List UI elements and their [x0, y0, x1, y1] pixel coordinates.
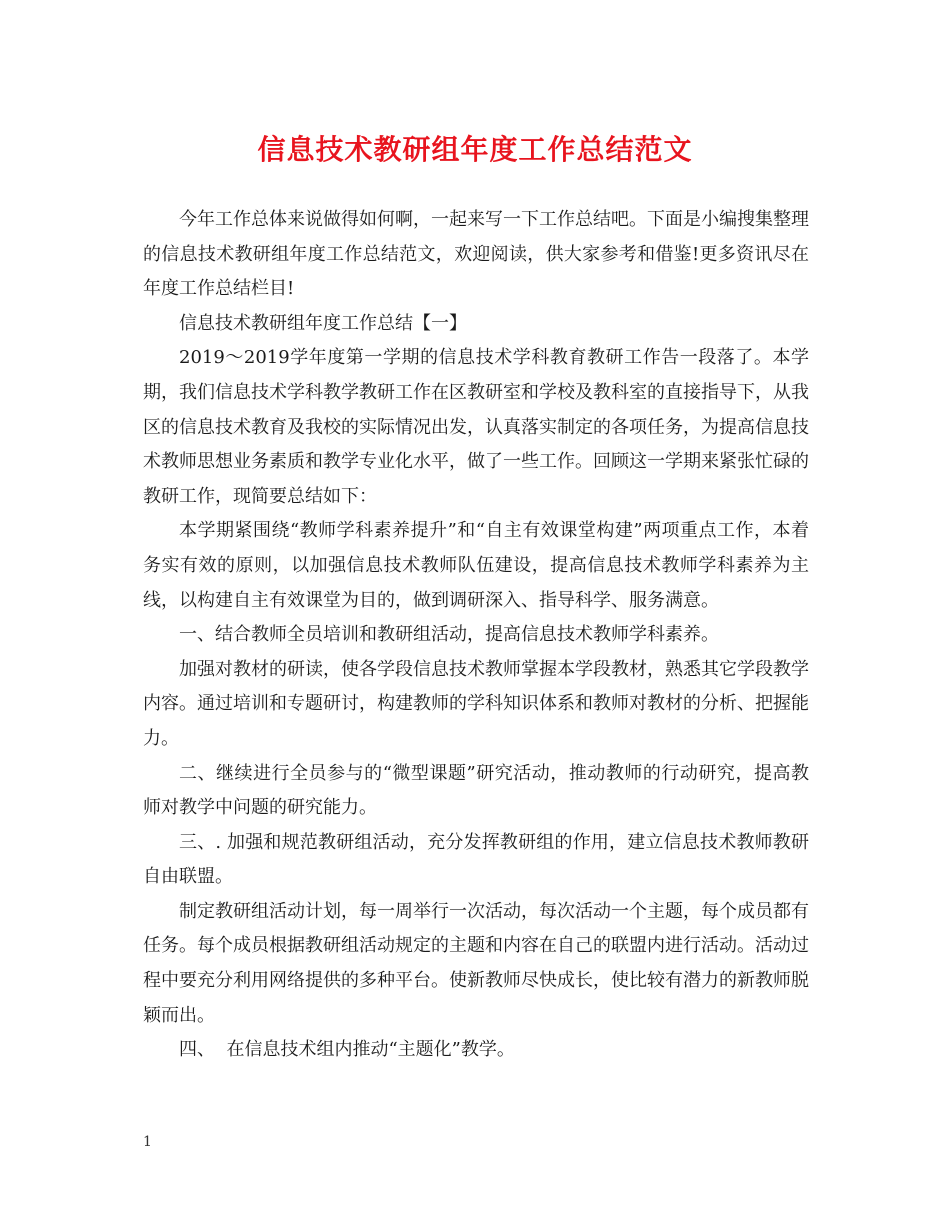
- paragraph: 制定教研组活动计划，每一周举行一次活动，每次活动一个主题，每个成员都有任务。每个成员根据教研组活动规定的主题和内容在自己的联盟内进行活动。活动过程中要充分利用网络提供的多种平台。使新教师尽快成长，使比较有潜力的新教师脱颖而出。: [143, 900, 809, 1026]
- document-title: 信息技术教研组年度工作总结范文: [257, 133, 693, 166]
- paragraph: 二、继续进行全员参与的“微型课题”研究活动，推动教师的行动研究，提高教师对教学中问题的研究能力。: [143, 762, 809, 819]
- paragraph: 2019～2019学年度第一学期的信息技术学科教育教研工作告一段落了。本学期，我们信息技术学科教学教研工作在区教研室和学校及教科室的直接指导下，从我区的信息技术教育及我校的实际情况出发，认真落实制定的各项任务，为提高信息技术教师思想业务素质和教学专业化水平，做了一些工作。回顾这一学期来紧张忙碌的教研工作，现简要总结如下：: [143, 347, 809, 507]
- document-body: [143, 203, 809, 1068]
- section-heading: 信息技术教研组年度工作总结【一】: [179, 312, 467, 334]
- paragraph: 四、 在信息技术组内推动“主题化”教学。: [179, 1039, 515, 1061]
- paragraph: 三、. 加强和规范教研组活动，充分发挥教研组的作用，建立信息技术教师教研自由联盟。: [143, 831, 809, 888]
- paragraph: 加强对教材的研读，使各学段信息技术教师掌握本学段教材，熟悉其它学段教学内容。通过培训和专题研讨，构建教师的学科知识体系和教师对教材的分析、把握能力。: [143, 658, 809, 749]
- paragraph: 一、结合教师全员培训和教研组活动，提高信息技术教师学科素养。: [179, 624, 719, 646]
- page-number: 1: [143, 1134, 152, 1150]
- paragraph: 本学期紧围绕“教师学科素养提升”和“自主有效课堂构建”两项重点工作，本着务实有效的原则，以加强信息技术教师队伍建设，提高信息技术教师学科素养为主线，以构建自主有效课堂为目的，做到调研深入、指导科学、服务满意。: [143, 520, 809, 611]
- paragraph: 今年工作总体来说做得如何啊，一起来写一下工作总结吧。下面是小编搜集整理的信息技术教研组年度工作总结范文，欢迎阅读，供大家参考和借鉴!更多资讯尽在年度工作总结栏目!: [143, 209, 809, 300]
